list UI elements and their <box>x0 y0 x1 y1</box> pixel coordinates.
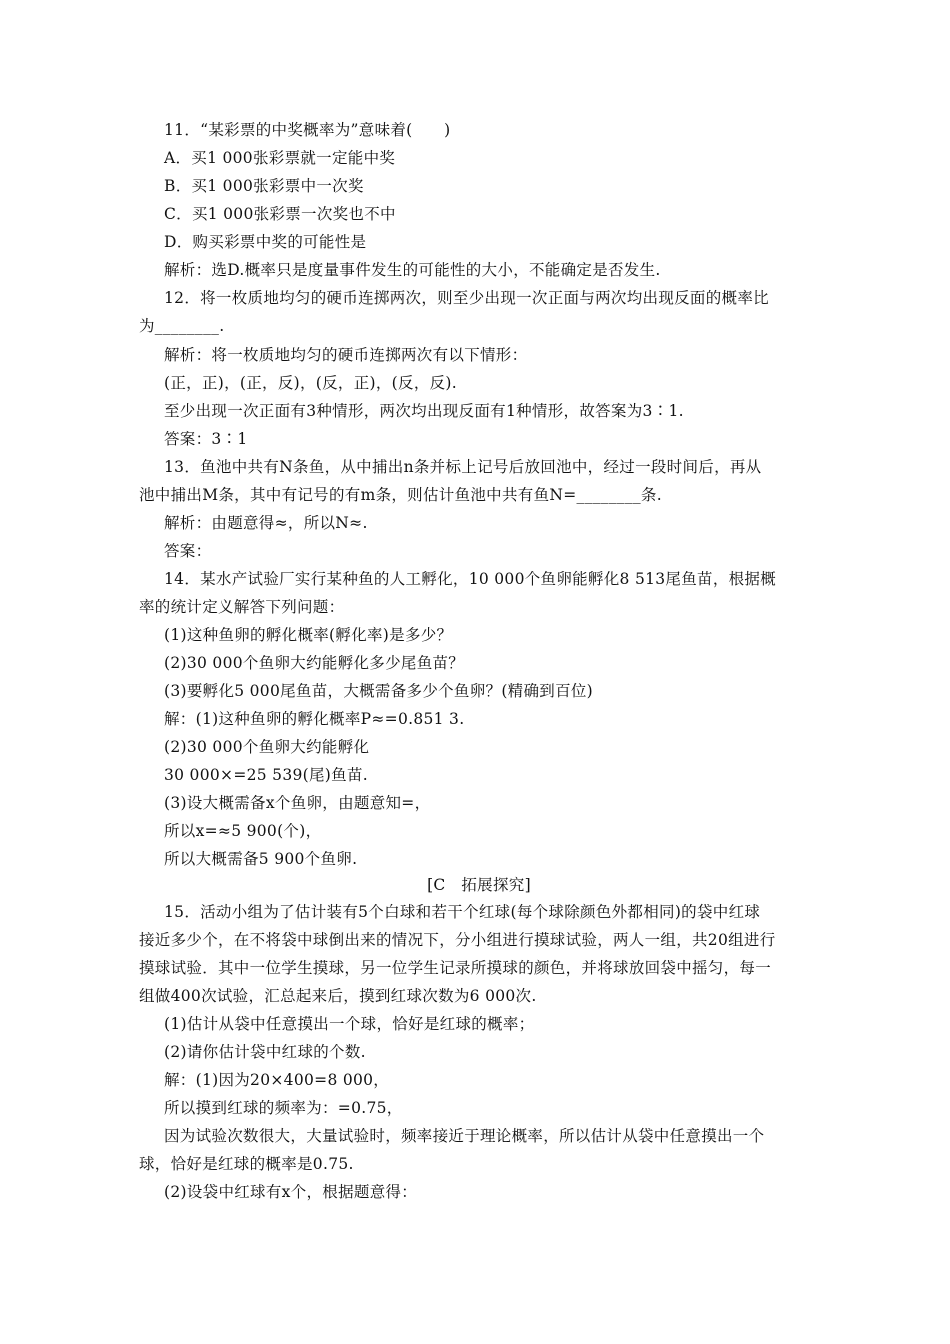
q15-stem-line-1: 15．活动小组为了估计装有5个白球和若干个红球(每个球除颜色外都相同)的袋中红球 <box>164 903 761 921</box>
q11-analysis: 解析：选D.概率只是度量事件发生的可能性的大小，不能确定是否发生. <box>164 261 661 279</box>
q14-part-3: (3)要孵化5 000尾鱼苗，大概需备多少个鱼卵？(精确到百位) <box>164 682 594 700</box>
q11-option-a: A．买1 000张彩票就一定能中奖 <box>164 149 396 167</box>
q13-analysis: 解析：由题意得≈，所以N≈. <box>164 514 368 532</box>
q15-stem-line-3: 摸球试验．其中一位学生摸球，另一位学生记录所摸球的颜色，并将球放回袋中摇匀，每一 <box>139 959 772 977</box>
q14-solution-1: 解：(1)这种鱼卵的孵化概率P≈=0.851 3. <box>164 710 465 728</box>
q11-option-c: C．买1 000张彩票一次奖也不中 <box>164 205 396 223</box>
section-heading: [C 拓展探究] <box>427 876 531 894</box>
q14-solution-3a: (3)设大概需备x个鱼卵，由题意知=， <box>164 794 431 812</box>
q13-stem-line-2: 池中捕出M条，其中有记号的有m条，则估计鱼池中共有鱼N=________条. <box>139 486 662 504</box>
q13-answer: 答案： <box>164 542 212 560</box>
q11-option-d: D．购买彩票中奖的可能性是 <box>164 233 367 251</box>
q15-solution-1d: 球，恰好是红球的概率是0.75. <box>139 1155 354 1173</box>
q15-solution-1a: 解：(1)因为20×400=8 000， <box>164 1071 390 1089</box>
q15-solution-1c: 因为试验次数很大，大量试验时，频率接近于理论概率，所以估计从袋中任意摸出一个 <box>164 1127 765 1145</box>
q15-stem-line-2: 接近多少个，在不将袋中球倒出来的情况下，分小组进行摸球试验，两人一组，共20组进行 <box>139 931 776 949</box>
q14-stem-line-1: 14．某水产试验厂实行某种鱼的人工孵化，10 000个鱼卵能孵化8 513尾鱼苗，根据概 <box>164 570 777 588</box>
q15-part-1: (1)估计从袋中任意摸出一个球，恰好是红球的概率； <box>164 1015 535 1033</box>
q15-solution-2a: (2)设袋中红球有x个，根据题意得： <box>164 1183 418 1201</box>
q12-analysis-line-2: (正，正)，(正，反)，(反，正)，(反，反). <box>164 374 458 392</box>
q12-analysis-line-1: 解析：将一枚质地均匀的硬币连掷两次有以下情形： <box>164 346 528 364</box>
q14-solution-2b: 30 000×=25 539(尾)鱼苗. <box>164 766 368 784</box>
q15-solution-1b: 所以摸到红球的频率为：=0.75， <box>164 1099 403 1117</box>
q12-answer: 答案：3∶1 <box>164 430 248 448</box>
q14-part-2: (2)30 000个鱼卵大约能孵化多少尾鱼苗？ <box>164 654 465 672</box>
q14-solution-3c: 所以大概需备5 900个鱼卵. <box>164 850 358 868</box>
q14-solution-2a: (2)30 000个鱼卵大约能孵化 <box>164 738 370 756</box>
q12-stem-line-1: 12．将一枚质地均匀的硬币连掷两次，则至少出现一次正面与两次均出现反面的概率比 <box>164 289 769 307</box>
q15-stem-line-4: 组做400次试验，汇总起来后，摸到红球次数为6 000次. <box>139 987 537 1005</box>
q14-solution-3b: 所以x=≈5 900(个)， <box>164 822 322 840</box>
q15-part-2: (2)请你估计袋中红球的个数. <box>164 1043 366 1061</box>
q12-stem-line-2: 为________. <box>139 317 225 335</box>
q13-stem-line-1: 13．鱼池中共有N条鱼，从中捕出n条并标上记号后放回池中，经过一段时间后，再从 <box>164 458 762 476</box>
q11-stem: 11．“某彩票的中奖概率为”意味着( ) <box>164 121 451 139</box>
q14-part-1: (1)这种鱼卵的孵化概率(孵化率)是多少？ <box>164 626 453 644</box>
q11-option-b: B．买1 000张彩票中一次奖 <box>164 177 364 195</box>
q12-analysis-line-3: 至少出现一次正面有3种情形，两次均出现反面有1种情形，故答案为3∶1. <box>164 402 684 420</box>
q14-stem-line-2: 率的统计定义解答下列问题： <box>139 598 345 616</box>
